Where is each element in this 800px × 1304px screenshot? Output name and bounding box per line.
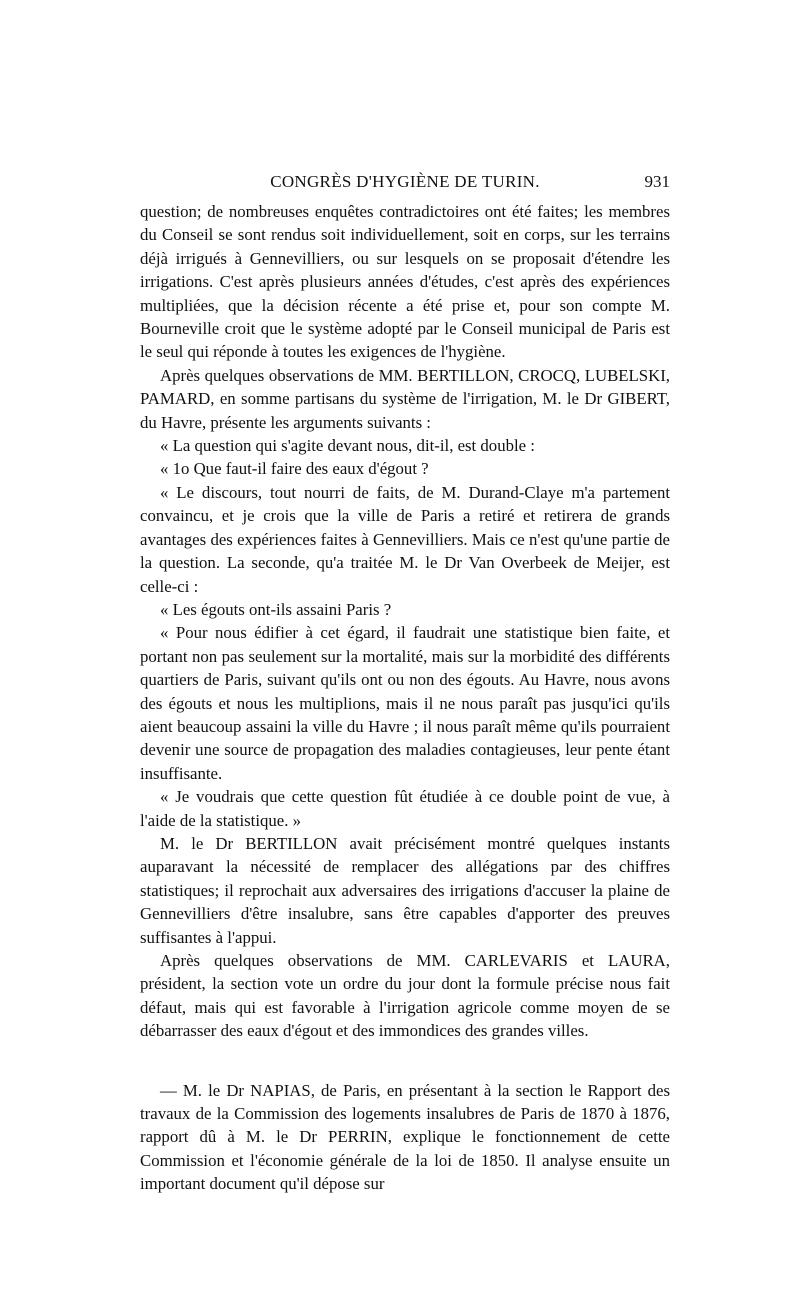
paragraph-ordre-du-jour: Après quelques observations de MM. CARLEVARIS et LAURA, président, la section vote un ordre du jour dont la formule précise nous fait défaut, mais qui est favorable à l'irrigation agricole comme moyen de se débarrasser des eaux d'égout et des immondices des grandes villes. [140, 951, 670, 1041]
paragraph-napias: — M. le Dr NAPIAS, de Paris, en présentant à la section le Rapport des travaux de la Commission des logements insalubres de Paris de 1870 à 1876, rapport dû à M. le Dr PERRIN, explique le fonctionnement de cette Commission et l'économie générale de la loi de 1850. Il analyse ensuite un important document qu'il dépose sur [140, 1080, 670, 1194]
quote-conclusion: « Je voudrais que cette question fût étudiée à ce double point de vue, à l'aide de la statistique. » [140, 787, 670, 830]
page-number: 931 [644, 172, 670, 191]
quote-statistique: « Pour nous édifier à cet égard, il faudrait une statistique bien faite, et portant non pas seulement sur la mortalité, mais sur la morbidité des différents quartiers de Paris, suivant qu'ils ont ou non des égouts. Au Havre, nous avons des égouts et nous les multiplions, mais il ne nous paraît pas jusqu'ici qu'ils aient beaucoup assaini la ville du Havre ; il nous paraît même qu'ils pourraient devenir une source de propagation des maladies contagieuses, leur pente étant insuffisante. [140, 623, 670, 783]
section-gap [140, 1043, 670, 1079]
quote-durand-claye: « Le discours, tout nourri de faits, de M. Durand-Claye m'a partement convaincu, et je crois que la ville de Paris a retiré et retirera de grands avantages des expériences faites à Gennevilliers. Mais ce n'est qu'une partie de la question. La seconde, qu'a traitée M. le Dr Van Overbeek de Meijer, est celle-ci : [140, 482, 670, 596]
quote-first-point: « 1o Que faut-il faire des eaux d'égout ? [160, 459, 429, 479]
paragraph-continuation: question; de nombreuses enquêtes contradictoires ont été faites; les membres du Conseil se sont rendus soit individuellement, soit en corps, sur les terrains déjà irrigués à Gennevilliers, ou sur lesquels on se proposait d'étendre les irrigations. C'est après plusieurs années d'études, c'est après des expériences multipliées, que la décision récente a été prise et, pour son compte M. Bourneville croit que le système adopté par le Conseil municipal de Paris est le seul qui réponde à toutes les exigences de l'hygiène. [140, 202, 670, 362]
page-header [140, 172, 670, 198]
running-title: CONGRÈS D'HYGIÈNE DE TURIN. [270, 172, 540, 191]
paragraph-bertillon: M. le Dr BERTILLON avait précisément montré quelques instants auparavant la nécessité de remplacer des allégations par des chiffres statistiques; il reprochait aux adversaires des irrigations d'accuser la plaine de Gennevilliers d'être insalubre, sans être capables d'apporter des preuves suffisantes à l'appui. [140, 833, 670, 947]
quote-question-double: « La question qui s'agite devant nous, dit-il, est double : [160, 436, 535, 456]
page-body [140, 200, 670, 1196]
paragraph-observations: Après quelques observations de MM. BERTILLON, CROCQ, LUBELSKI, PAMARD, en somme partisans du système de l'irrigation, M. le Dr GIBERT, du Havre, présente les arguments suivants : [140, 365, 670, 432]
quote-egouts-question: « Les égouts ont-ils assaini Paris ? [160, 599, 392, 619]
